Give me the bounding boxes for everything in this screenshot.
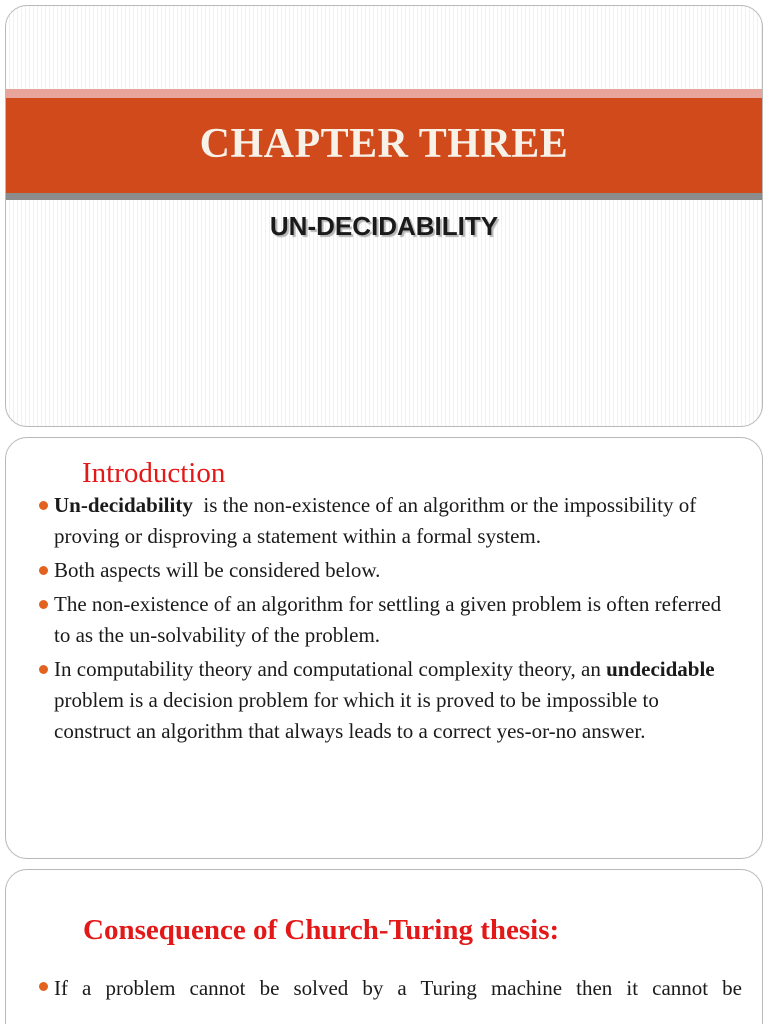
title-band-bottom-stripe bbox=[6, 193, 762, 200]
bullet-text: In computability theory and computational complexity theory, an bbox=[54, 657, 607, 681]
bullet-dot-icon bbox=[39, 501, 48, 510]
church-turing-slide bbox=[5, 869, 763, 1024]
bullet-item bbox=[36, 971, 742, 1005]
bold-term: Un-decidability bbox=[54, 493, 193, 517]
bullet-text: is the non-existence of an algorithm or the impossibility of proving or disproving a statement within a formal system. bbox=[54, 493, 702, 548]
bullet-list bbox=[36, 490, 736, 750]
introduction-slide bbox=[5, 437, 763, 859]
bullet-list bbox=[36, 971, 742, 1008]
chapter-subtitle: UN-DECIDABILITY bbox=[269, 211, 499, 241]
bullet-dot-icon bbox=[39, 566, 48, 575]
bullet-text: Both aspects will be considered below. bbox=[54, 558, 381, 582]
bullet-text: The non-existence of an algorithm for settling a given problem is often referred to as the un-solvability of the problem. bbox=[54, 592, 722, 647]
bullet-text: problem is a decision problem for which it is proved to be impossible to construct an algorithm that always leads to a correct yes-or-no answer. bbox=[54, 688, 659, 743]
bullet-item bbox=[36, 589, 736, 651]
bullet-dot-icon bbox=[39, 665, 48, 674]
bold-term: undecidable bbox=[606, 657, 715, 681]
slide-heading: Introduction bbox=[82, 457, 226, 489]
bullet-item bbox=[36, 654, 736, 747]
bullet-text: If a problem cannot be solved by a Turing machine then it cannot be bbox=[54, 976, 742, 1000]
bullet-dot-icon bbox=[39, 982, 48, 991]
chapter-title: CHAPTER THREE bbox=[199, 121, 569, 167]
title-band-top-stripe bbox=[6, 89, 762, 98]
bullet-item bbox=[36, 555, 736, 586]
bullet-item bbox=[36, 490, 736, 552]
bullet-dot-icon bbox=[39, 600, 48, 609]
title-slide bbox=[5, 5, 763, 427]
slide-heading: Consequence of Church-Turing thesis: bbox=[83, 914, 560, 946]
